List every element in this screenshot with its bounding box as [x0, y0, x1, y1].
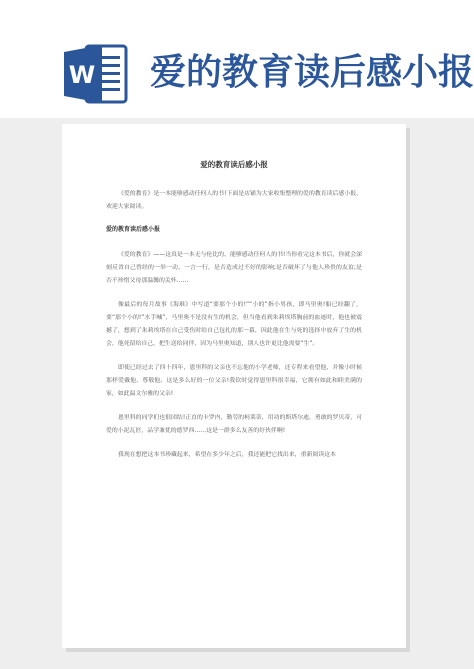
body-paragraph: 《爱的教育》——这真是一本无与伦比的、能够感动任何人的书!当你看完这本书后，你就会深刻反省自己曾经的一举一动、一言一行，是否造成过不好的影响;是否破坏了与他人珍贵的友谊;是否不珍惜父母那温馨的关怀……: [106, 252, 362, 284]
body-paragraph: 像最后的每月故事《海难》中写道“要那个小的!”“小的”指小男孩，即马里奥!船已经翻了，要“那个小的!”水手喊”，马里奥不是没有生的机会，但当他看到朱莉埃塔胸前的血迹时，他也被震撼了，想到了朱莉埃塔在自己受伤时给自己包扎的那一幕，因此他在生与死的选择中放弃了生的机会，他死留给自己，把生送给同伴，因为马里奥知道，别人也许更比他需要“生”。: [106, 302, 362, 347]
document-page: [62, 124, 406, 648]
intro-paragraph: 《爱的教育》是一本能够感动任何人的书!下面是店铺为大家收集整理的爱的教育读后感小报，欢迎大家阅读。: [106, 191, 362, 210]
document-title: 爱的教育读后感小报: [200, 160, 268, 169]
word-icon: [64, 43, 128, 105]
body-paragraph: 我现在想把这本书珍藏起来，希望在多少年之后，我还能把它找出来，重新阅读这本: [118, 452, 336, 458]
banner: [0, 0, 474, 118]
document-subheading: 爱的教育读后感小报: [106, 226, 161, 233]
body-paragraph: 即使已经过去了四十四年，恩里科的父亲也不忘他的小学老师，还专程来看望他，并像小时候那样爱戴他、尊敬他。这是多么好的一位父亲!我钦时觉得恩里科很幸福，它拥有如此和睦美满的家，如此温文尔雅的父亲!: [106, 365, 362, 397]
body-paragraph: 恩里科的同学们也很团结!正直的卡罗内，勤劳的柯莱蒂，用功的斯塔尔迪，勇敢的罗贝蒂，可爱的小泥瓦匠，品学兼优的德罗西……这是一群多么友善的好伙伴啊!: [106, 415, 362, 434]
banner-title: 爱的教育读后感小报: [150, 52, 474, 93]
word-icon-letter: W: [68, 61, 96, 89]
